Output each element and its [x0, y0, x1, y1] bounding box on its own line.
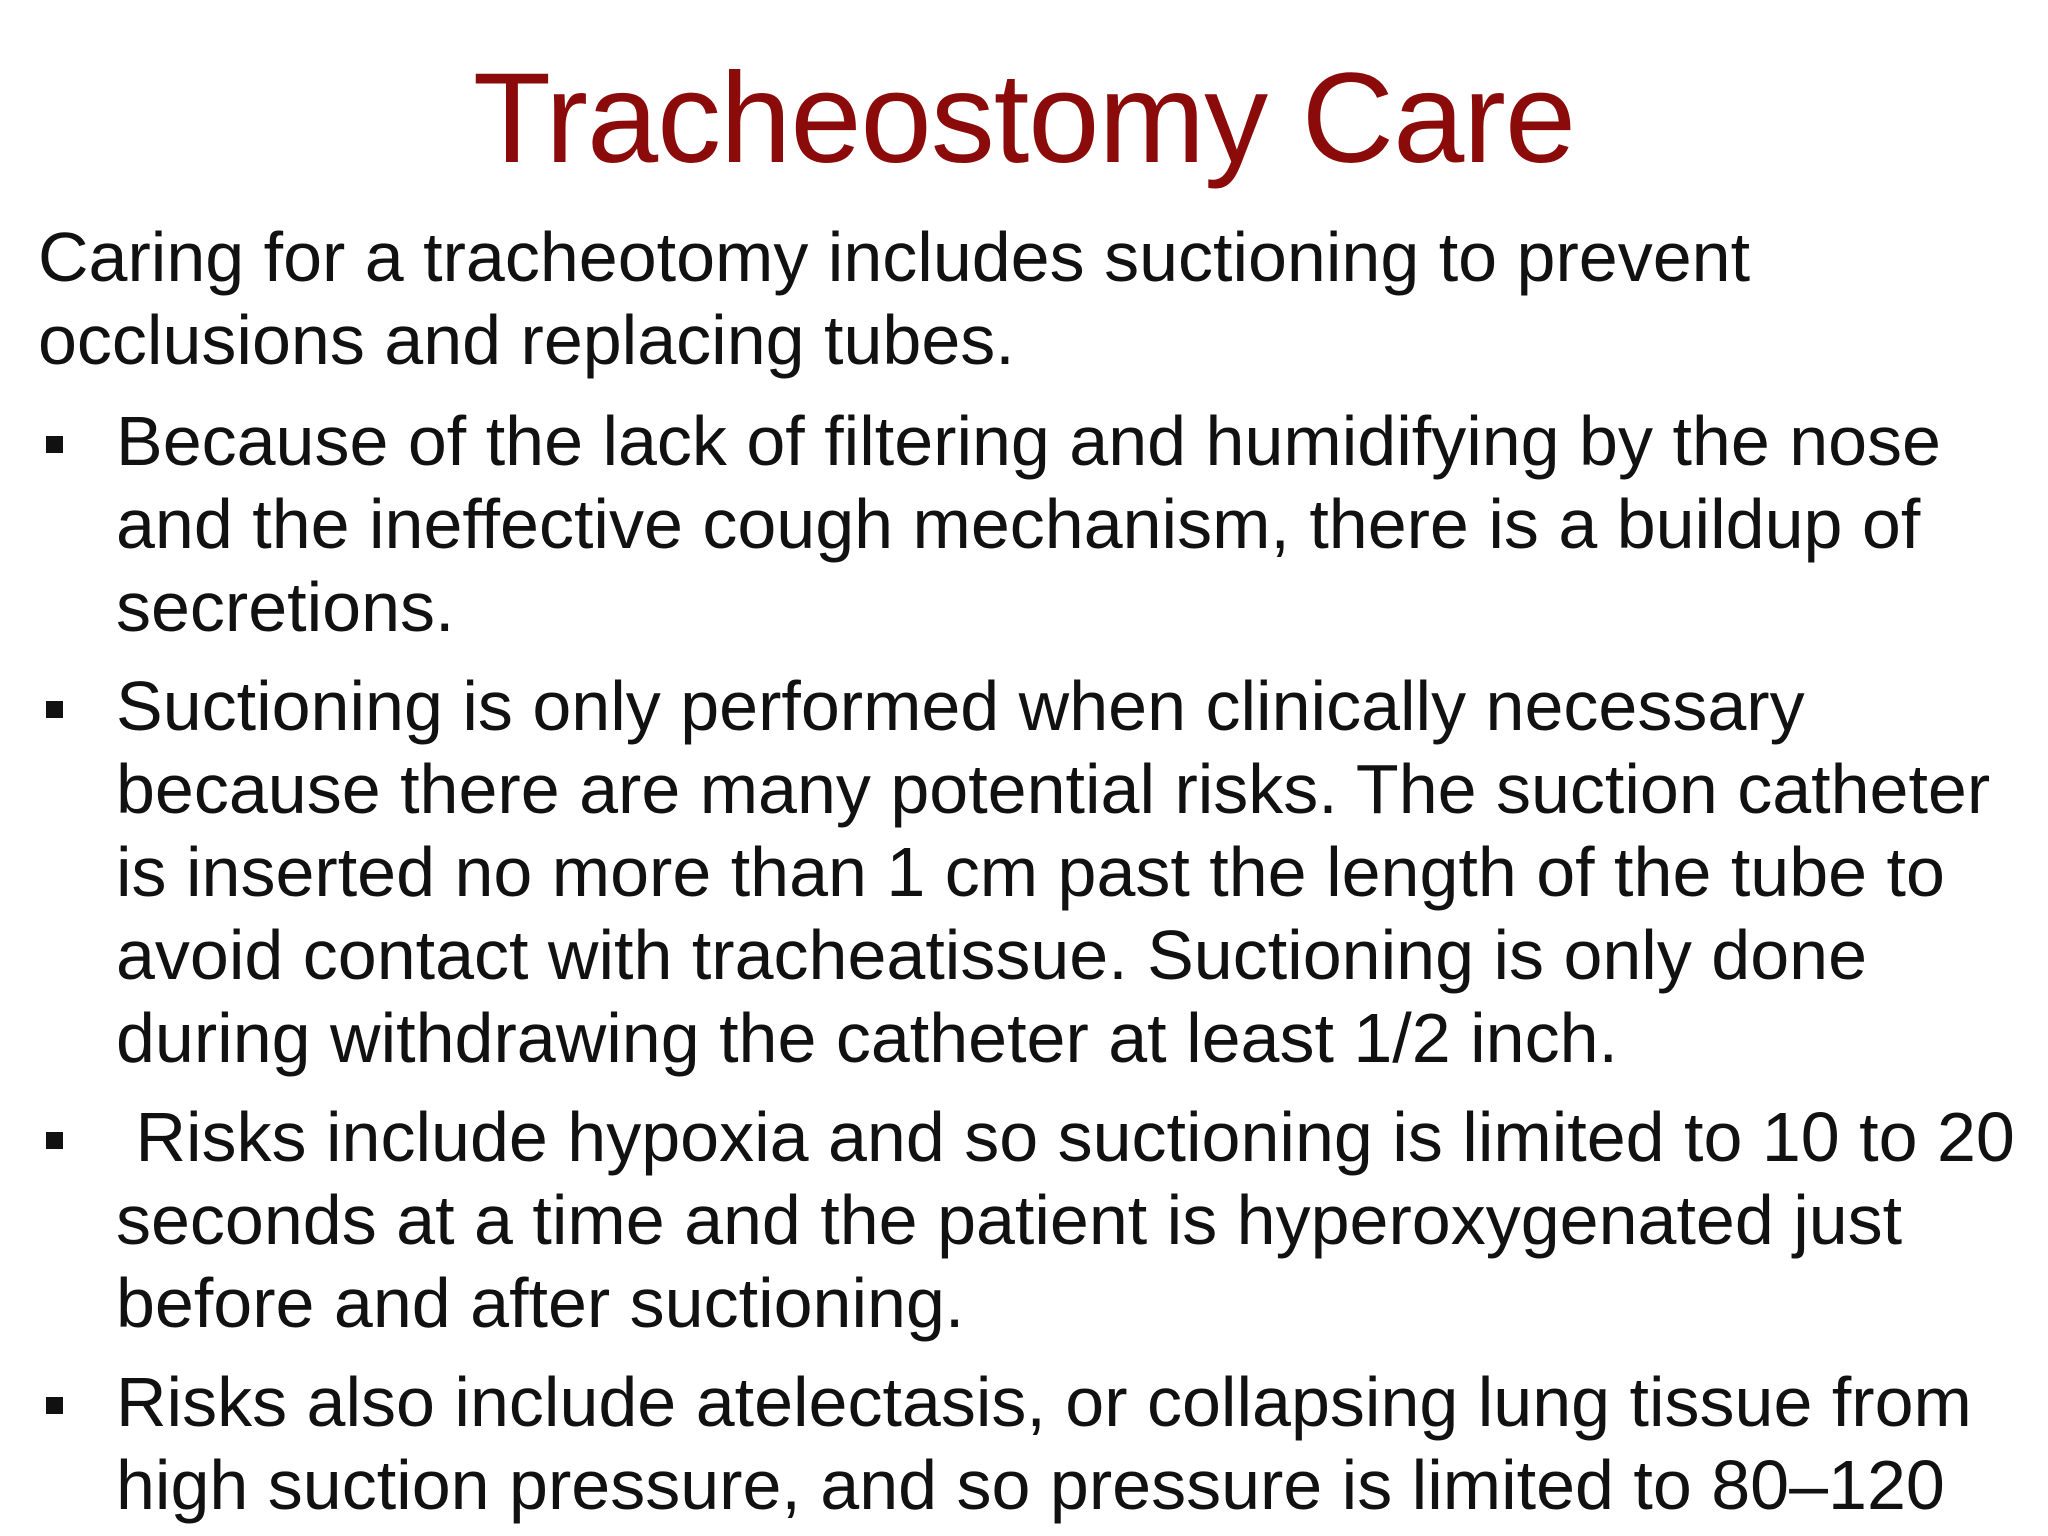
bullet-list: [38, 400, 2035, 1536]
bullet-item: [38, 400, 2028, 649]
square-bullet-icon: [46, 1132, 63, 1149]
slide-title: Tracheostomy Care: [472, 47, 1576, 190]
bullet-text: Risks also include atelectasis, or collapsing lung tissue from high suction pressure, and so pressure is limited to 80–120: [116, 1363, 1972, 1524]
bullet-text: Risks include hypoxia and so suctioning is limited to 10 to 20 seconds at a time and the patient is hyperoxygenated just before and after suctioning.: [116, 1098, 2035, 1342]
intro-paragraph: Caring for a tracheotomy includes suctioning to prevent occlusions and replacing tubes.: [38, 218, 1751, 379]
bullet-item: [38, 1361, 2028, 1527]
bullet-item: [38, 1096, 2035, 1345]
square-bullet-icon: [46, 701, 63, 718]
bullet-item: [38, 665, 2028, 1080]
square-bullet-icon: [46, 1397, 63, 1414]
bullet-text: Because of the lack of filtering and humidifying by the nose and the ineffective cough mechanism, there is a buildup of secretions.: [116, 402, 1941, 646]
square-bullet-icon: [46, 436, 63, 453]
bullet-text: Suctioning is only performed when clinically necessary because there are many potential risks. The suction catheter is inserted no more than 1 cm past the length of the tube to avoid contact with tracheatissue. Suctioning is only done during withdrawing the catheter at least 1/2 inch.: [116, 667, 1991, 1077]
